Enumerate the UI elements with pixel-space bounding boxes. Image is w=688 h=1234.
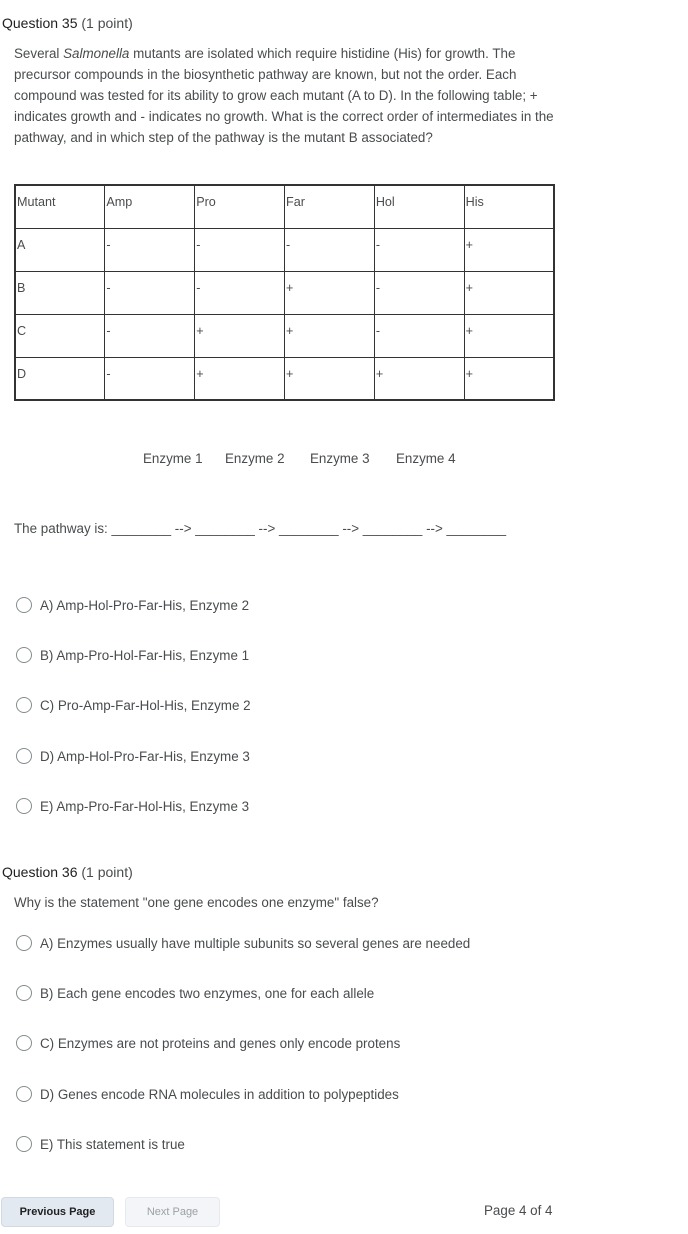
question-number: Question 35: [2, 15, 78, 31]
q36-option-e[interactable]: [16, 1136, 185, 1152]
radio-button[interactable]: [16, 647, 32, 663]
radio-button[interactable]: [16, 985, 32, 1001]
table-header-cell: Mutant: [15, 185, 105, 228]
table-cell: +: [195, 357, 285, 400]
growth-table: [14, 184, 555, 401]
question-text-italic: Salmonella: [63, 46, 130, 61]
q36-option-b[interactable]: [16, 985, 374, 1001]
option-label: D) Amp-Hol-Pro-Far-His, Enzyme 3: [40, 748, 250, 764]
next-page-button[interactable]: Next Page: [125, 1197, 220, 1227]
q35-option-e[interactable]: [16, 798, 249, 814]
option-label: C) Enzymes are not proteins and genes only encode protens: [40, 1035, 401, 1051]
table-cell: +: [285, 314, 375, 357]
table-cell: C: [15, 314, 105, 357]
option-label: A) Enzymes usually have multiple subunits so several genes are needed: [40, 935, 471, 951]
question-36-text: Why is the statement "one gene encodes one enzyme" false?: [14, 895, 379, 910]
table-cell: -: [374, 228, 464, 271]
table-cell: +: [464, 357, 554, 400]
table-header-cell: Hol: [374, 185, 464, 228]
table-header-cell: His: [464, 185, 554, 228]
table-cell: +: [195, 314, 285, 357]
table-cell: -: [105, 228, 195, 271]
table-cell: +: [285, 271, 375, 314]
option-label: B) Amp-Pro-Hol-Far-His, Enzyme 1: [40, 647, 250, 663]
table-cell: +: [464, 314, 554, 357]
question-points: (1 point): [81, 15, 133, 31]
table-header-cell: Amp: [105, 185, 195, 228]
radio-button[interactable]: [16, 1035, 32, 1051]
q35-option-a[interactable]: [16, 597, 249, 613]
option-label: E) This statement is true: [40, 1136, 185, 1152]
option-label: D) Genes encode RNA molecules in addition to polypeptides: [40, 1086, 399, 1102]
option-label: B) Each gene encodes two enzymes, one for each allele: [40, 985, 375, 1001]
table-row: [15, 357, 554, 400]
table-cell: B: [15, 271, 105, 314]
radio-button[interactable]: [16, 935, 32, 951]
option-label: E) Amp-Pro-Far-Hol-His, Enzyme 3: [40, 798, 250, 814]
question-35-title: [2, 15, 133, 31]
table-cell: +: [464, 271, 554, 314]
q36-option-a[interactable]: [16, 935, 470, 951]
option-label: C) Pro-Amp-Far-Hol-His, Enzyme 2: [40, 697, 251, 713]
radio-button[interactable]: [16, 798, 32, 814]
question-36-title: [2, 864, 133, 880]
radio-button[interactable]: [16, 1136, 32, 1152]
question-text-part: Several: [14, 46, 64, 61]
radio-button[interactable]: [16, 1086, 32, 1102]
q35-option-c[interactable]: [16, 697, 251, 713]
pathway-blank-line: The pathway is: ________ --> ________ --> ________ --> ________ --> ________: [14, 521, 507, 536]
table-cell: -: [195, 228, 285, 271]
table-cell: D: [15, 357, 105, 400]
table-cell: +: [464, 228, 554, 271]
table-cell: -: [195, 271, 285, 314]
radio-button[interactable]: [16, 597, 32, 613]
enzyme-labels: [143, 451, 456, 466]
q36-option-d[interactable]: [16, 1086, 399, 1102]
table-cell: -: [105, 271, 195, 314]
table-header-row: [15, 185, 554, 228]
q35-option-d[interactable]: [16, 748, 250, 764]
table-cell: -: [374, 314, 464, 357]
question-number: Question 36: [2, 864, 78, 880]
table-cell: -: [285, 228, 375, 271]
page-indicator: Page 4 of 4: [484, 1203, 553, 1218]
table-cell: +: [374, 357, 464, 400]
option-label: A) Amp-Hol-Pro-Far-His, Enzyme 2: [40, 597, 250, 613]
enzyme-label: Enzyme 4: [396, 451, 456, 466]
table-cell: -: [374, 271, 464, 314]
enzyme-label: Enzyme 1: [143, 451, 203, 466]
table-row: [15, 271, 554, 314]
question-points: (1 point): [81, 864, 133, 880]
q36-option-c[interactable]: [16, 1035, 400, 1051]
enzyme-label: Enzyme 2: [225, 451, 285, 466]
table-header-cell: Far: [285, 185, 375, 228]
radio-button[interactable]: [16, 697, 32, 713]
enzyme-label: Enzyme 3: [310, 451, 370, 466]
previous-page-button[interactable]: Previous Page: [1, 1197, 114, 1227]
table-cell: -: [105, 357, 195, 400]
table-cell: A: [15, 228, 105, 271]
q35-option-b[interactable]: [16, 647, 249, 663]
table-row: [15, 228, 554, 271]
question-35-text: [14, 43, 559, 148]
table-row: [15, 314, 554, 357]
table-header-cell: Pro: [195, 185, 285, 228]
radio-button[interactable]: [16, 748, 32, 764]
question-text-part: mutants are isolated which require histidine (His) for growth. The precursor compounds in the biosynthetic pathway are known, but not the order. Each compound was tested for its ability to grow each mutant (A to D). In the following table; + indicates growth and - indicates no growth. What is the correct order of intermediates in the pathway, and in which step of the pathway is the mutant B associated?: [14, 46, 554, 145]
table-cell: -: [105, 314, 195, 357]
table-cell: +: [285, 357, 375, 400]
